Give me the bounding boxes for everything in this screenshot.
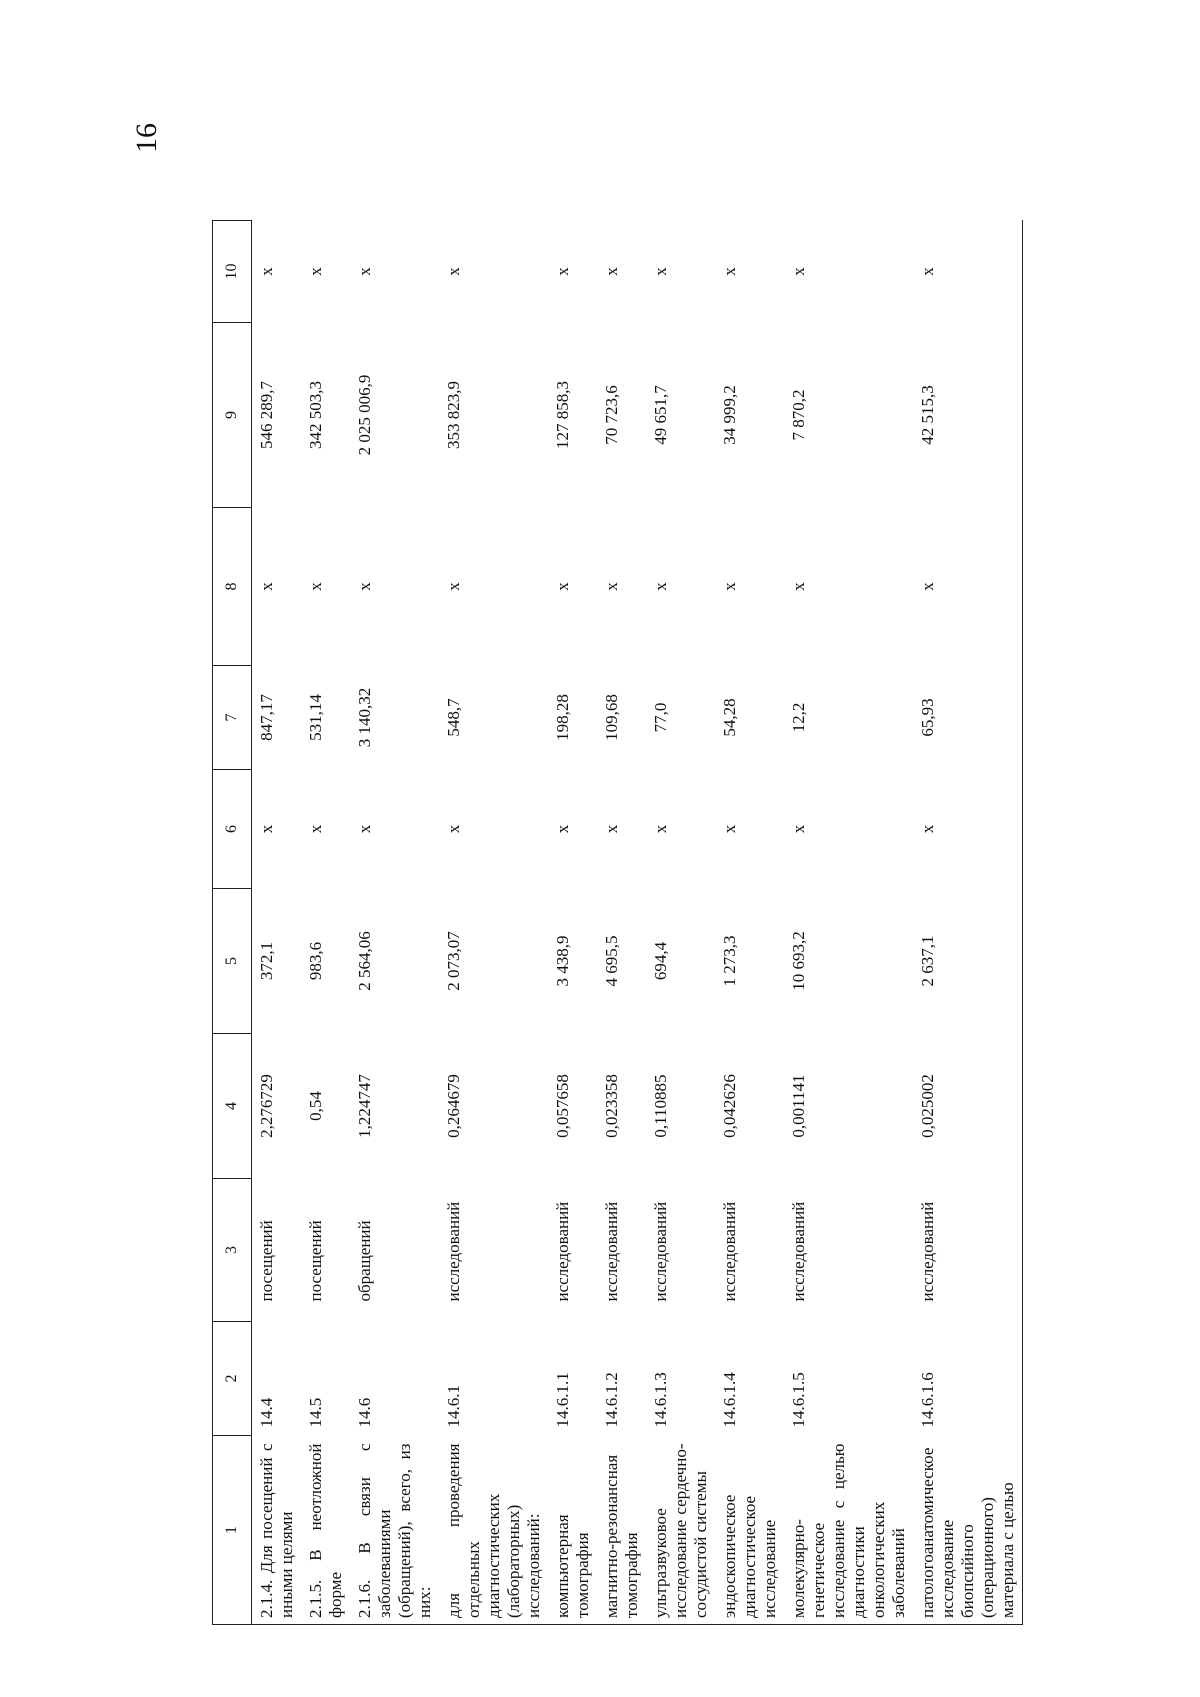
- row-value-col5: 2 637,1: [913, 889, 1023, 1034]
- row-value-col4: 1,224747: [355, 1074, 374, 1138]
- row-unit: обращений: [355, 1220, 374, 1302]
- row-value-col5: 3 438,9: [553, 935, 572, 987]
- row-value-col7: 198,28: [553, 694, 572, 741]
- row-value-col10: х: [444, 267, 463, 276]
- row-value-col9: 353 823,9: [444, 381, 463, 449]
- row-value-col5: 372,1: [257, 941, 276, 981]
- column-header: 6: [213, 770, 252, 889]
- row-label: ультразвуковое исследование сердечно-сосудистой системы: [646, 1436, 715, 1625]
- row-unit: исследований: [913, 1179, 1023, 1322]
- row-value-col9: 127 858,3: [553, 381, 572, 449]
- row-code: 14.6.1.1: [553, 1372, 572, 1428]
- row-code: 14.6.1.4: [720, 1372, 739, 1428]
- row-value-col4: 0,54: [306, 1091, 325, 1121]
- row-label: 2.1.4. Для посещений с иными целями: [252, 1436, 302, 1625]
- row-value-col9: 70 723,6: [602, 385, 621, 445]
- table-row: [715, 221, 784, 1625]
- row-label: компьютерная томография: [548, 1436, 597, 1625]
- table-row: [784, 221, 913, 1625]
- column-header: 7: [213, 666, 252, 770]
- row-code: 14.6: [355, 1397, 374, 1428]
- row-value-col7: 3 140,32: [355, 687, 374, 748]
- row-value-col5: 4 695,5: [602, 935, 621, 987]
- row-unit: исследований: [602, 1201, 621, 1302]
- row-value-col7: 12,2: [789, 702, 808, 733]
- row-value-col7: 77,0: [651, 702, 670, 733]
- data-table: [212, 220, 1023, 1625]
- row-value-col4: 0,025002: [913, 1034, 1023, 1179]
- row-unit: посещений: [306, 1220, 325, 1302]
- row-value-col9: 2 025 006,9: [355, 374, 374, 456]
- row-value-col8: х: [602, 582, 621, 591]
- row-value-col4: 0,001141: [789, 1074, 808, 1138]
- row-value-col5: 2 073,07: [444, 931, 463, 991]
- row-value-col10: х: [720, 267, 739, 276]
- row-unit: посещений: [257, 1220, 276, 1302]
- row-value-col10: х: [602, 267, 621, 276]
- row-value-col9: 34 999,2: [720, 385, 739, 445]
- row-value-col4: 2,276729: [257, 1074, 276, 1138]
- row-value-col10: х: [355, 267, 374, 276]
- row-value-col10: х: [913, 221, 1023, 323]
- row-value-col9: 49 651,7: [651, 385, 670, 445]
- row-value-col4: 0,023358: [602, 1074, 621, 1138]
- row-value-col6: х: [651, 824, 670, 834]
- row-value-col6: х: [913, 770, 1023, 889]
- row-value-col10: х: [651, 267, 670, 276]
- column-header: 2: [213, 1322, 252, 1436]
- row-value-col8: х: [651, 582, 670, 591]
- row-value-col7: 65,93: [913, 666, 1023, 770]
- row-code: 14.5: [306, 1397, 325, 1428]
- table-row: [548, 221, 597, 1625]
- row-label: патологоанатомическое исследование биопсийного (операционного) материала с целью: [913, 1436, 1023, 1625]
- row-value-col8: х: [355, 582, 374, 591]
- row-value-col9: 7 870,2: [789, 389, 808, 441]
- row-label: для проведения отдельных диагностических (лабораторных) исследований:: [439, 1436, 548, 1625]
- row-value-col8: х: [553, 582, 572, 591]
- row-value-col7: 54,28: [720, 698, 739, 737]
- row-unit: исследований: [651, 1201, 670, 1302]
- column-header: 8: [213, 508, 252, 666]
- table-row: [597, 221, 646, 1625]
- column-header: 1: [213, 1436, 252, 1625]
- row-label: эндоскопическое диагностическое исследование: [715, 1436, 784, 1625]
- row-code: 14.6.1.2: [602, 1372, 621, 1428]
- row-unit: исследований: [444, 1201, 463, 1302]
- row-value-col9: 42 515,3: [913, 323, 1023, 508]
- row-value-col8: х: [257, 582, 276, 591]
- row-unit: исследований: [720, 1201, 739, 1302]
- row-value-col7: 847,17: [257, 694, 276, 741]
- row-value-col6: х: [789, 824, 808, 834]
- row-value-col8: х: [789, 582, 808, 591]
- row-value-col4: 0,110885: [651, 1074, 670, 1138]
- row-value-col6: х: [306, 824, 325, 834]
- row-label: 2.1.6. В связи с заболеваниями (обращений), всего, из них:: [350, 1436, 439, 1625]
- row-value-col8: х: [720, 582, 739, 591]
- row-unit: исследований: [789, 1201, 808, 1302]
- row-value-col4: 0,057658: [553, 1074, 572, 1138]
- table-row: [252, 221, 302, 1625]
- column-header: 3: [213, 1179, 252, 1322]
- column-header: 9: [213, 323, 252, 508]
- row-code: 14.6.1: [444, 1385, 463, 1428]
- row-unit: исследований: [553, 1201, 572, 1302]
- row-value-col10: х: [553, 267, 572, 276]
- row-value-col5: 983,6: [306, 941, 325, 981]
- row-value-col6: х: [720, 824, 739, 834]
- row-value-col5: 1 273,3: [720, 935, 739, 987]
- column-header: 5: [213, 889, 252, 1034]
- row-label: 2.1.5. В неотложной форме: [301, 1436, 350, 1625]
- row-code: 14.6.1.6: [913, 1322, 1023, 1436]
- column-header: 4: [213, 1034, 252, 1179]
- column-header: 10: [213, 221, 252, 323]
- row-value-col5: 694,4: [651, 941, 670, 981]
- row-value-col10: х: [257, 267, 276, 276]
- table-row: [646, 221, 715, 1625]
- row-value-col8: х: [306, 582, 325, 591]
- table-row: [350, 221, 439, 1625]
- row-value-col7: 109,68: [602, 694, 621, 741]
- row-label: молекулярно-генетическое исследование с целью диагностики онкологических заболеваний: [784, 1436, 913, 1625]
- row-value-col6: х: [355, 824, 374, 834]
- row-code: 14.4: [257, 1397, 276, 1428]
- page-number: 16: [130, 123, 163, 153]
- table-row: [301, 221, 350, 1625]
- row-value-col5: 2 564,06: [355, 931, 374, 991]
- row-value-col9: 342 503,3: [306, 381, 325, 449]
- row-value-col9: 546 289,7: [257, 381, 276, 449]
- row-code: 14.6.1.3: [651, 1372, 670, 1428]
- row-value-col10: х: [789, 267, 808, 276]
- column-number-row: [213, 221, 252, 1625]
- row-value-col4: 0,042626: [720, 1074, 739, 1138]
- table-row: [913, 221, 1023, 1625]
- row-value-col6: х: [257, 824, 276, 834]
- row-label: магнитно-резонансная томография: [597, 1436, 646, 1625]
- row-value-col6: х: [553, 824, 572, 834]
- row-code: 14.6.1.5: [789, 1372, 808, 1428]
- row-value-col5: 10 693,2: [789, 931, 808, 991]
- row-value-col8: х: [913, 508, 1023, 666]
- table-row: [439, 221, 548, 1625]
- row-value-col7: 548,7: [444, 698, 463, 737]
- row-value-col6: х: [444, 824, 463, 834]
- row-value-col7: 531,14: [306, 694, 325, 741]
- row-value-col8: х: [444, 582, 463, 591]
- row-value-col10: х: [306, 267, 325, 276]
- row-value-col4: 0,264679: [444, 1074, 463, 1138]
- row-value-col6: х: [602, 824, 621, 834]
